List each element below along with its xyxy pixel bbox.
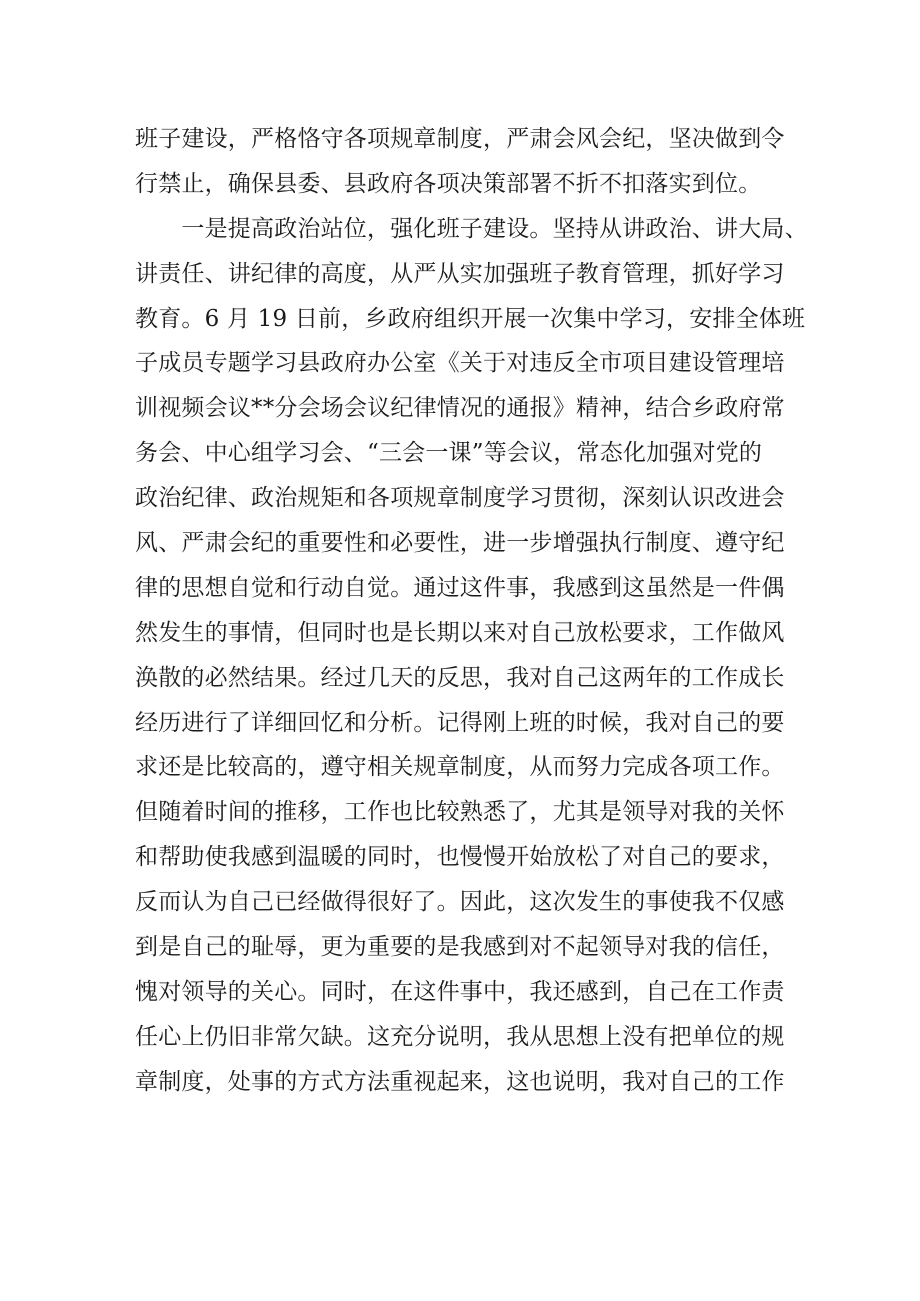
text-line: 然发生的事情，但同时也是长期以来对自己放松要求，工作做风 — [135, 619, 785, 646]
text-line: 和帮助使我感到温暖的同时，也慢慢开始放松了对自己的要求， — [135, 844, 785, 871]
text-line: 愧对领导的关心。同时，在这件事中，我还感到，自己在工作责 — [135, 978, 785, 1005]
text-line: 训视频会议**分会场会议纪律情况的通报》精神，结合乡政府常 — [135, 395, 785, 422]
text-line: 班子建设，严格恪守各项规章制度，严肃会风会纪，坚决做到令 — [135, 126, 785, 152]
text-line: 章制度，处事的方式方法重视起来，这也说明，我对自己的工作 — [135, 1068, 785, 1095]
text-line: 求还是比较高的，遵守相关规章制度，从而努力完成各项工作。 — [135, 754, 785, 781]
text-line: 到是自己的耻辱，更为重要的是我感到对不起领导对我的信任， — [135, 934, 785, 961]
text-line: 但随着时间的推移，工作也比较熟悉了，尤其是领导对我的关怀 — [135, 799, 785, 826]
text-line: 经历进行了详细回忆和分析。记得刚上班的时候，我对自己的要 — [135, 709, 785, 736]
text-line: 任心上仍旧非常欠缺。这充分说明，我从思想上没有把单位的规 — [135, 1023, 785, 1050]
paragraph-start-line: 一是提高政治站位，强化班子建设。坚持从讲政治、讲大局、 — [135, 215, 808, 242]
text-line: 教育。6 月 19 日前，乡政府组织开展一次集中学习，安排全体班 — [135, 305, 806, 332]
text-line: 风、严肃会纪的重要性和必要性，进一步增强执行制度、遵守纪 — [135, 530, 785, 557]
text-line: 政治纪律、政治规矩和各项规章制度学习贯彻，深刻认识改进会 — [135, 485, 785, 512]
text-line: 律的思想自觉和行动自觉。通过这件事，我感到这虽然是一件偶 — [135, 574, 785, 601]
text-line: 行禁止，确保县委、县政府各项决策部署不折不扣落实到位。 — [135, 170, 762, 197]
text-line: 反而认为自己已经做得很好了。因此，这次发生的事使我不仅感 — [135, 889, 785, 916]
text-line: 讲责任、讲纪律的高度，从严从实加强班子教育管理，抓好学习 — [135, 260, 785, 287]
text-line: 务会、中心组学习会、“三会一课”等会议，常态化加强对党的 — [135, 440, 763, 467]
body-text — [135, 117, 815, 1105]
text-line: 涣散的必然结果。经过几天的反思，我对自己这两年的工作成长 — [135, 664, 785, 691]
text-line: 子成员专题学习县政府办公室《关于对违反全市项目建设管理培 — [135, 350, 785, 377]
